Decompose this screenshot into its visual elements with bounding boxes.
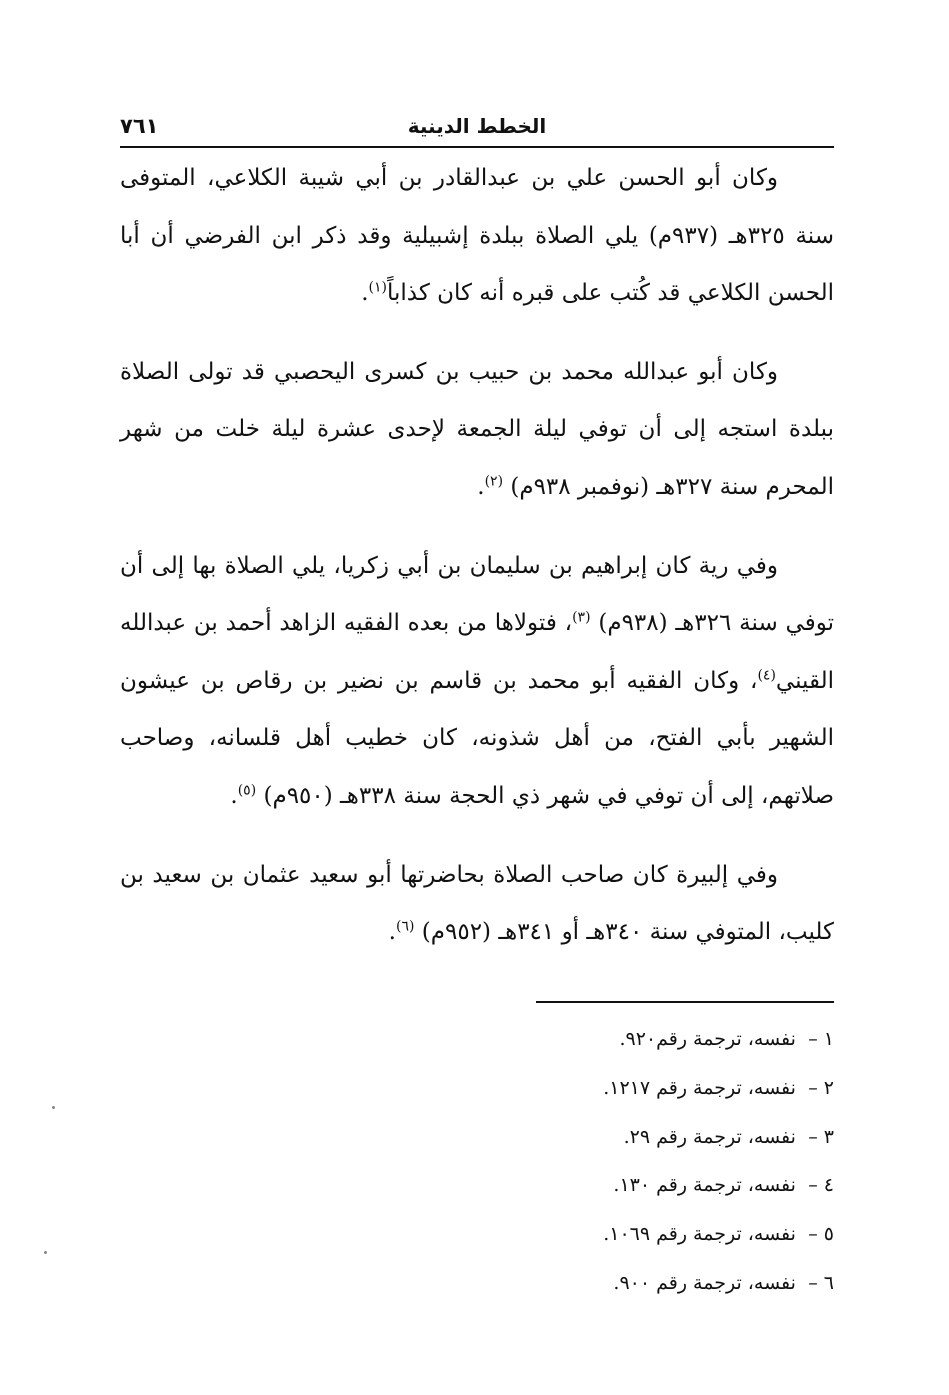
paragraph-2 <box>120 344 834 517</box>
footnote-item <box>500 1268 834 1317</box>
footnote-reference: (٢) <box>484 473 504 490</box>
footnote-number: ٤ – <box>808 1174 834 1197</box>
footnotes <box>500 1024 834 1317</box>
sentence-end: . <box>230 782 238 809</box>
footnote-number: ١ – <box>808 1028 834 1050</box>
footnote-number: ٦ – <box>808 1271 834 1294</box>
footnote-reference: (٦) <box>395 918 415 935</box>
paragraph-text: وكان أبو الحسن علي بن عبدالقادر بن أبي شيبة الكلاعي، المتوفى سنة ٣٢٥هـ (٩٣٧م) يلي الصلاة ببلدة إشبيلية وقد ذكر ابن الفرضي أن أبا الحسن الكلاعي قد كُتب على قبره أنه كان كذاباً <box>120 165 834 307</box>
footnote-text: نفسه، ترجمة رقم ١٣٠. <box>613 1174 796 1197</box>
footnote-text: نفسه، ترجمة رقم ١٠٦٩. <box>603 1223 796 1246</box>
footnote-reference: (٣) <box>572 609 591 626</box>
sentence-end: . <box>477 473 485 500</box>
footnote-item <box>500 1073 834 1122</box>
paragraph-3 <box>120 538 834 826</box>
scan-speck <box>52 1106 55 1109</box>
paragraph-text: وكان أبو عبدالله محمد بن حبيب بن كسرى اليحصبي قد تولى الصلاة ببلدة استجه إلى أن توفي ليلة الجمعة لإحدى عشرة ليلة خلت من شهر المحرم سنة ٣٢٧هـ (نوفمبر ٩٣٨م) <box>120 358 834 500</box>
footnote-reference: (١) <box>368 279 387 296</box>
footnote-text: نفسه، ترجمة رقم ٢٩. <box>623 1125 796 1148</box>
paragraph-4 <box>120 847 834 962</box>
footnote-number: ٣ – <box>808 1125 834 1148</box>
footnote-reference: (٥) <box>237 782 257 799</box>
footnote-number: ٢ – <box>808 1076 834 1099</box>
footnote-text: نفسه، ترجمة رقم ١٢١٧. <box>603 1076 796 1099</box>
footnote-item <box>500 1024 834 1073</box>
footnote-item <box>500 1219 834 1268</box>
paragraph-text: وفي رية كان إبراهيم بن سليمان بن أبي زكريا، يلي الصلاة بها إلى أن توفي سنة ٣٢٦هـ (٩٣٨م) <box>120 552 834 637</box>
paragraph-text: وفي إلبيرة كان صاحب الصلاة بحاضرتها أبو سعيد عثمان بن سعيد بن كليب، المتوفي سنة ٣٤٠هـ أو ٣٤١هـ (٩٥٢م) <box>120 861 834 946</box>
footnote-text: نفسه، ترجمة رقم٩٢٠. <box>619 1028 796 1050</box>
footnote-number: ٥ – <box>808 1223 834 1246</box>
sentence-end: . <box>388 919 396 946</box>
running-title: الخطط الدينية <box>407 114 547 138</box>
page-number: ٧٦١ <box>120 114 159 138</box>
footnote-reference: (٤) <box>757 667 776 684</box>
footnote-separator <box>536 1001 834 1003</box>
sentence-end: . <box>361 280 369 307</box>
paragraph-text: ، فتولاها من بعده الفقيه الزاهد أحمد بن عبدالله القيني <box>120 610 834 694</box>
page-header <box>120 112 834 148</box>
body-text <box>120 150 834 962</box>
paragraph-1 <box>120 150 834 323</box>
scan-speck <box>44 1251 47 1254</box>
footnote-item <box>500 1170 834 1219</box>
paragraph-text: ، وكان الفقيه أبو محمد بن قاسم بن نضير بن رقاص بن عيشون الشهير بأبي الفتح، من أهل شذونه، كان خطيب أهل قلسانه، وصاحب صلاتهم، إلى أن توفي في شهر ذي الحجة سنة ٣٣٨هـ (٩٥٠م) <box>120 667 834 809</box>
footnote-item <box>500 1122 834 1171</box>
footnote-text: نفسه، ترجمة رقم ٩٠٠. <box>613 1271 796 1294</box>
